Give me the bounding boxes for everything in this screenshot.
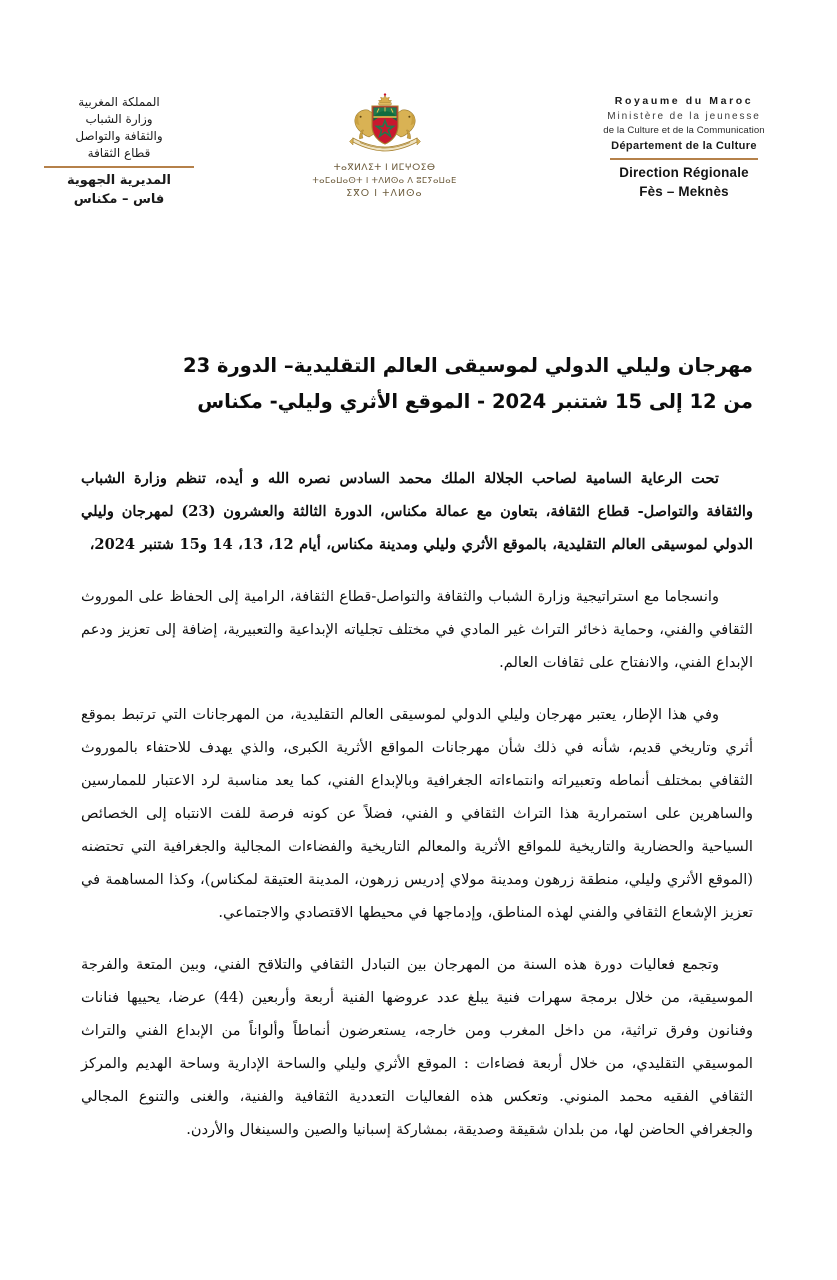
paragraph-text: وفي هذا الإطار، يعتبر مهرجان وليلي الدولي لموسيقى العالم التقليدية، من المهرجانات التي ترتبط بموقع أثري وتاريخي قديم، شأنه في ذلك شأن مهرجانات المواقع الأثرية الكبرى، والذي يهدف للاحتفاء بالموروث الثقافي بمختلف أنماطه وتعبيراته وانتماءاته الجغرافية وبالإبداع الفني، كما يعد مناسبة لرد الاعتبار للممارسين والساهرين على استمرارية هذا التراث الثقافي و الفني، فضلاً عن كونه فرصة للفت الانتباه إلى الخصائص السياحية والحضارية والتاريخية للمواقع الأثرية والمعالم التاريخية والفضاءات المجالية والجغرافية التي تحتضنه (الموقع الأثري وليلي، منطقة زرهون ومدينة مولاي إدريس زرهون، المدينة العتيقة لمكناس)، وكذا المساهمة في تعزيز الإشعاع الثقافي والفني لهذه المناطق، وإدماجها في محيطها الاقتصادي والاجتماعي.	[81, 706, 753, 921]
tifinagh-line-3: ⵉⴳⵔ ⵏ ⵜⴷⵍⵙⴰ	[346, 188, 423, 199]
letterhead-fr-line-kingdom: Royaume du Maroc	[614, 95, 754, 107]
paragraph-context	[81, 698, 753, 929]
letterhead-ar-divider	[44, 166, 194, 168]
letterhead-ar-line-culture-communication: والثقافة والتواصل	[75, 129, 163, 143]
page-title	[81, 348, 753, 420]
letterhead-fr-line-culture-communication: de la Culture et de la Communication	[603, 125, 765, 136]
moroccan-coat-of-arms-icon	[346, 92, 424, 158]
letterhead-tifinagh-block	[260, 161, 510, 200]
paragraph-text: وانسجاما مع استراتيجية وزارة الشباب والثقافة والتواصل-قطاع الثقافة، الرامية إلى الحفاظ على الموروث الثقافي والفني، وحماية ذخائر التراث غير المادي في مختلف تجلياته الإبداعية والتعبيرية، إضافة إلى تعزيز ودعم الإبداع الفني، والانفتاح على ثقافات العالم.	[81, 588, 753, 671]
letterhead	[0, 0, 837, 250]
paragraph-text: تحت الرعاية السامية لصاحب الجلالة الملك محمد السادس نصره الله و أيده، تنظم وزارة الشباب والثقافة والتواصل- قطاع الثقافة، بتعاون مع عمالة مكناس، الدورة الثالثة والعشرون (23) لمهرجان وليلي الدولي لموسيقى العالم التقليدية، بالموقع الأثري وليلي ومدينة مكناس، أيام 12، 13، 14 و15 شتنبر 2024،	[81, 470, 754, 553]
letterhead-fr-line-region: Fès – Meknès	[639, 183, 729, 199]
paragraph-text: وتجمع فعاليات دورة هذه السنة من المهرجان بين التبادل الثقافي والتلاقح الفني، وبين المتعة والفرجة الموسيقية، من خلال برمجة سهرات فنية يبلغ عدد عروضها الفنية أربعة وأربعين (44) عرضا، يحييها فنانات وفنانون وفرق تراثية، من داخل المغرب ومن خارجه، يستعرضون أنماطاً وألواناً من الإبداع الفني والتراث الموسيقي التقليدي، من خلال أربعة فضاءات : الموقع الأثري وليلي والساحة الإدارية وساحة الهديم والمركز الثقافي الفقيه محمد المنوني. وتعكس هذه الفعاليات التعددية الثقافية والفنية، والغنى والتنوع المجالي والجغرافي الحاضن لها، من بلدان شقيقة وصديقة، بمشاركة إسبانيا والصين والسينغال والأردن.	[81, 956, 754, 1138]
letterhead-fr-line-direction: Direction Régionale	[619, 164, 749, 180]
letterhead-fr-divider	[610, 158, 758, 160]
letterhead-center-block	[260, 92, 510, 200]
page-title-line-2: من 12 إلى 15 شتنبر 2024 - الموقع الأثري وليلي- مكناس	[197, 390, 753, 413]
letterhead-arabic-block	[28, 92, 210, 209]
letterhead-fr-line-ministry: Ministère de la jeunesse	[607, 111, 761, 122]
letterhead-ar-line-direction: المديرية الجهوية	[66, 172, 172, 188]
letterhead-ar-line-sector: قطاع الثقافة	[87, 146, 151, 160]
letterhead-fr-line-department: Département de la Culture	[611, 140, 757, 152]
paragraph-strategy	[81, 580, 753, 679]
letterhead-ar-line-ministry: وزارة الشباب	[85, 112, 153, 126]
letterhead-ar-line-kingdom: المملكة المغربية	[78, 95, 160, 109]
letterhead-french-block	[559, 92, 809, 201]
paragraph-patronage	[81, 462, 753, 561]
tifinagh-line-1: ⵜⴰⴳⵍⴷⵉⵜ ⵏ ⵍⵎⵖⵔⵉⴱ	[333, 162, 436, 173]
document-body	[81, 348, 753, 1146]
letterhead-ar-line-region: فاس – مكناس	[73, 191, 165, 207]
tifinagh-line-2: ⵜⴰⵎⴰⵡⴰⵙⵜ ⵏ ⵜⴷⵍⵙⴰ ⴷ ⵓⵎⵢⴰⵡⴰⴹ	[312, 175, 457, 185]
paragraph-program	[81, 948, 753, 1146]
page-title-line-1: مهرجان وليلي الدولي لموسيقى العالم التقليدية– الدورة 23	[183, 354, 753, 377]
